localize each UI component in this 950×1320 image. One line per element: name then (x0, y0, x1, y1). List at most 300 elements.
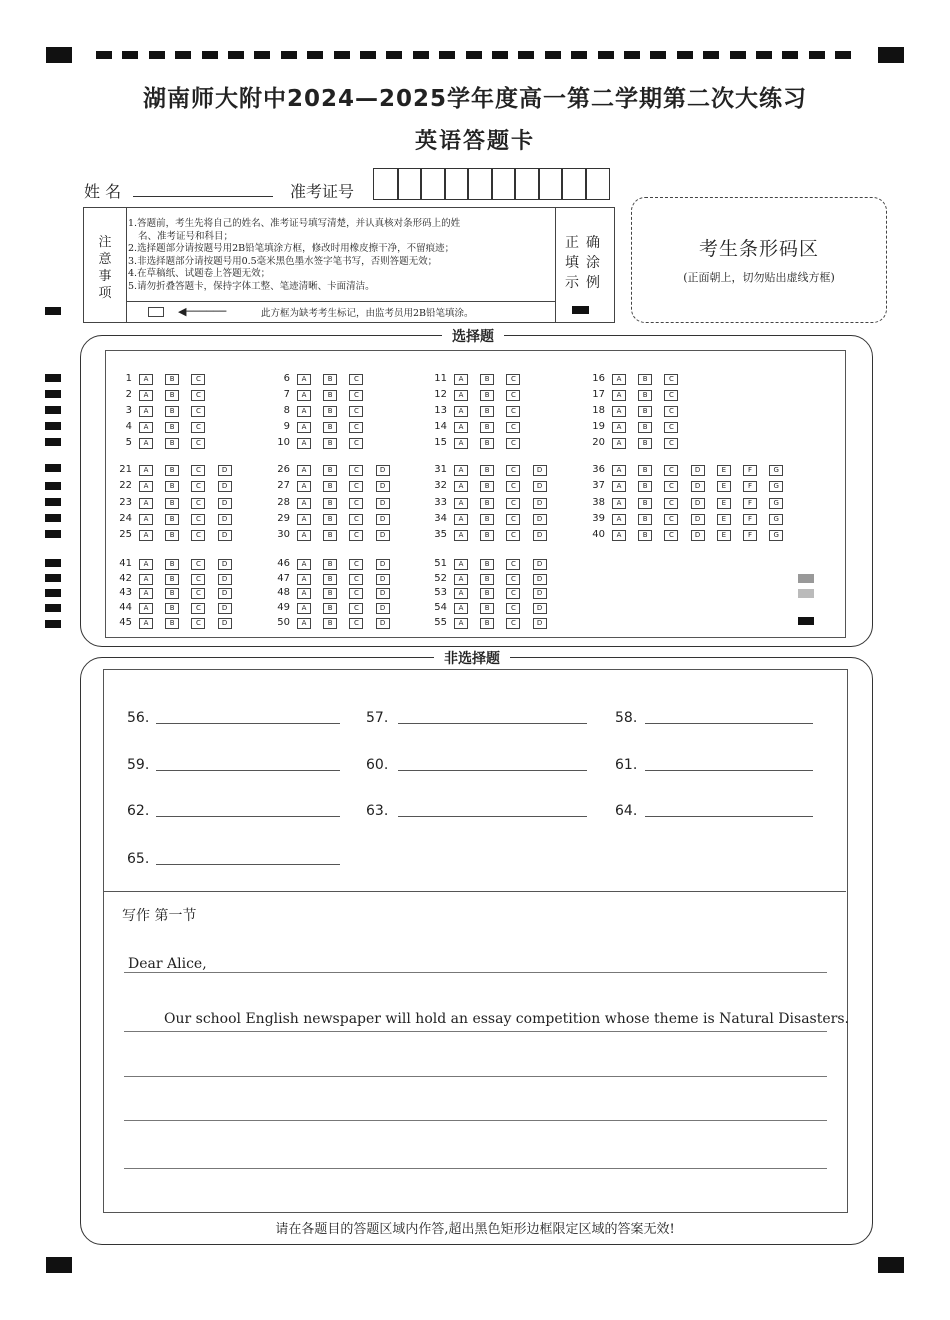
option-box[interactable]: D (218, 588, 232, 599)
option-box[interactable]: E (717, 465, 731, 476)
option-box[interactable]: D (376, 574, 390, 585)
timing-mark (45, 406, 61, 414)
absent-mark-row (126, 301, 556, 322)
option-box[interactable]: C (349, 514, 363, 525)
option-box[interactable]: D (691, 498, 705, 509)
option-box[interactable]: F (743, 481, 757, 492)
option-box[interactable]: A (454, 530, 468, 541)
option-box[interactable]: C (506, 514, 520, 525)
option-box[interactable]: B (165, 406, 179, 417)
option-box[interactable]: C (191, 438, 205, 449)
option-box[interactable]: B (480, 406, 494, 417)
option-box[interactable]: C (191, 530, 205, 541)
arrow-left-icon: ◀────── (178, 305, 227, 318)
option-box[interactable]: B (638, 530, 652, 541)
option-box[interactable]: A (454, 603, 468, 614)
option-box[interactable]: D (533, 603, 547, 614)
option-box[interactable]: B (323, 559, 337, 570)
option-box[interactable]: C (664, 438, 678, 449)
option-box[interactable]: C (349, 390, 363, 401)
option-box[interactable]: C (349, 618, 363, 629)
option-box[interactable]: A (454, 438, 468, 449)
option-box[interactable]: C (506, 588, 520, 599)
timing-mark (624, 51, 640, 59)
question-number: 18 (592, 405, 605, 416)
option-box[interactable]: A (612, 422, 626, 433)
option-box[interactable]: D (533, 530, 547, 541)
option-box[interactable]: B (323, 514, 337, 525)
option-box[interactable]: D (218, 498, 232, 509)
option-box[interactable]: C (664, 422, 678, 433)
notice-item: 名、准考证号和科目； (138, 230, 234, 242)
option-box[interactable]: C (664, 390, 678, 401)
option-box[interactable]: B (323, 422, 337, 433)
question-number: 46 (277, 558, 290, 569)
option-box[interactable]: C (349, 559, 363, 570)
blank-answer-line[interactable] (398, 770, 587, 771)
option-box[interactable]: C (506, 465, 520, 476)
notice-item: 2.选择题部分请按题号用2B铅笔填涂方框，修改时用橡皮擦干净，不留痕迹； (128, 243, 455, 255)
question-number: 5 (125, 437, 132, 448)
option-box[interactable]: A (139, 588, 153, 599)
option-box[interactable]: D (533, 498, 547, 509)
option-box[interactable]: B (480, 498, 494, 509)
option-box[interactable]: D (376, 618, 390, 629)
option-box[interactable]: C (664, 514, 678, 525)
writing-line[interactable] (124, 1168, 827, 1169)
blank-answer-line[interactable] (156, 770, 340, 771)
option-box[interactable]: A (139, 465, 153, 476)
question-number: 24 (119, 512, 132, 524)
notice-char: 事 (98, 269, 112, 284)
option-box[interactable]: G (769, 530, 783, 541)
question-number: 11 (434, 373, 447, 384)
fill-label-char: 确 (586, 235, 600, 251)
option-box[interactable]: B (165, 514, 179, 525)
id-digit-box[interactable] (420, 168, 446, 200)
option-box[interactable]: C (349, 422, 363, 433)
option-box[interactable]: C (349, 588, 363, 599)
option-box[interactable]: D (376, 498, 390, 509)
gray-mark (798, 589, 814, 598)
option-box[interactable]: C (349, 574, 363, 585)
option-box[interactable]: A (454, 481, 468, 492)
timing-mark (228, 51, 244, 59)
blank-answer-line[interactable] (645, 723, 813, 724)
option-box[interactable]: C (191, 498, 205, 509)
option-box[interactable]: B (480, 481, 494, 492)
option-box[interactable]: C (664, 374, 678, 385)
option-box[interactable]: C (191, 374, 205, 385)
blank-answer-line[interactable] (645, 770, 813, 771)
option-box[interactable]: D (376, 588, 390, 599)
option-box[interactable]: A (139, 422, 153, 433)
corner-mark-bottom-left (46, 1257, 72, 1273)
option-box[interactable]: A (454, 618, 468, 629)
timing-mark (45, 482, 61, 490)
option-box[interactable]: C (191, 559, 205, 570)
option-box[interactable]: A (297, 498, 311, 509)
option-box[interactable]: A (612, 374, 626, 385)
option-box[interactable]: D (533, 514, 547, 525)
notice-char: 注 (98, 235, 112, 250)
option-box[interactable]: C (191, 406, 205, 417)
option-box[interactable]: A (139, 618, 153, 629)
option-box[interactable]: B (480, 438, 494, 449)
option-box[interactable]: B (480, 603, 494, 614)
blank-answer-line[interactable] (398, 816, 587, 817)
option-box[interactable]: A (612, 438, 626, 449)
option-box[interactable]: D (376, 514, 390, 525)
option-box[interactable]: B (638, 390, 652, 401)
option-box[interactable]: B (165, 618, 179, 629)
option-box[interactable]: A (139, 406, 153, 417)
question-number: 21 (119, 464, 132, 475)
option-box[interactable]: A (139, 438, 153, 449)
timing-mark (545, 51, 561, 59)
option-box[interactable]: G (769, 514, 783, 525)
option-box[interactable]: G (769, 481, 783, 492)
blank-number: 65. (127, 851, 150, 867)
option-box[interactable]: A (454, 406, 468, 417)
id-digit-box[interactable] (491, 168, 517, 200)
option-box[interactable]: B (165, 390, 179, 401)
option-box[interactable]: A (297, 514, 311, 525)
option-box[interactable]: A (297, 438, 311, 449)
option-box[interactable]: A (454, 465, 468, 476)
option-box[interactable]: D (691, 514, 705, 525)
option-box[interactable]: A (297, 374, 311, 385)
option-box[interactable]: C (349, 438, 363, 449)
option-box[interactable]: D (691, 530, 705, 541)
option-box[interactable]: D (533, 574, 547, 585)
option-box[interactable]: C (191, 618, 205, 629)
option-box[interactable]: B (323, 374, 337, 385)
option-box[interactable]: B (323, 390, 337, 401)
option-box[interactable]: C (664, 465, 678, 476)
option-box[interactable]: B (165, 559, 179, 570)
option-box[interactable]: C (349, 498, 363, 509)
option-box[interactable]: A (454, 374, 468, 385)
option-box[interactable]: B (323, 465, 337, 476)
question-number: 30 (277, 529, 290, 541)
question-number: 8 (283, 405, 290, 416)
option-box[interactable]: C (506, 530, 520, 541)
question-number: 3 (125, 405, 132, 416)
option-box[interactable]: B (480, 422, 494, 433)
option-box[interactable]: B (638, 438, 652, 449)
option-box[interactable]: B (323, 574, 337, 585)
option-box[interactable]: C (506, 574, 520, 585)
option-box[interactable]: D (218, 559, 232, 570)
notice-item: 5.请勿折叠答题卡，保持字体工整、笔迹清晰、卡面清洁。 (128, 280, 375, 292)
option-box[interactable]: C (349, 374, 363, 385)
timing-mark (730, 51, 746, 59)
option-box[interactable]: C (349, 465, 363, 476)
option-box[interactable]: A (454, 514, 468, 525)
option-box[interactable]: C (191, 390, 205, 401)
option-box[interactable]: A (297, 588, 311, 599)
question-number: 39 (592, 512, 605, 524)
option-box[interactable]: A (454, 498, 468, 509)
writing-first-line: Our school English newspaper will hold an essay competition whose theme is Natural Disasters. (164, 1011, 849, 1027)
timing-mark (677, 51, 693, 59)
writing-line[interactable] (124, 1120, 827, 1121)
question-number: 54 (434, 602, 447, 614)
question-number: 7 (283, 389, 290, 400)
option-box[interactable]: C (506, 559, 520, 570)
timing-mark (413, 51, 429, 59)
writing-line[interactable] (124, 1076, 827, 1077)
option-box[interactable]: B (638, 498, 652, 509)
option-box[interactable]: C (191, 465, 205, 476)
option-box[interactable]: A (612, 498, 626, 509)
option-box[interactable]: C (664, 498, 678, 509)
option-box[interactable]: A (454, 422, 468, 433)
option-box[interactable]: D (218, 514, 232, 525)
option-box[interactable]: D (376, 559, 390, 570)
question-number: 29 (277, 512, 290, 524)
option-box[interactable]: B (638, 465, 652, 476)
id-digit-box[interactable] (538, 168, 564, 200)
question-number: 41 (119, 558, 132, 569)
option-box[interactable]: C (191, 422, 205, 433)
timing-mark (703, 51, 719, 59)
nonchoice-inner-frame (103, 669, 848, 1213)
footer-note: 请在各题目的答题区域内作答,超出黑色矩形边框限定区域的答案无效! (275, 1222, 675, 1237)
option-box[interactable]: B (480, 618, 494, 629)
option-box[interactable]: C (506, 618, 520, 629)
option-box[interactable]: A (139, 559, 153, 570)
option-box[interactable]: B (165, 465, 179, 476)
blank-answer-line[interactable] (156, 816, 340, 817)
option-box[interactable]: C (506, 603, 520, 614)
option-box[interactable]: D (533, 559, 547, 570)
option-box[interactable]: A (297, 390, 311, 401)
timing-mark (466, 51, 482, 59)
option-box[interactable]: F (743, 465, 757, 476)
option-box[interactable]: B (638, 374, 652, 385)
option-box[interactable]: B (480, 574, 494, 585)
option-box[interactable]: D (533, 618, 547, 629)
blank-answer-line[interactable] (645, 816, 813, 817)
question-number: 40 (592, 529, 605, 541)
fill-label-char: 示 (565, 275, 579, 291)
option-box[interactable]: C (191, 514, 205, 525)
option-box[interactable]: A (454, 390, 468, 401)
option-box[interactable]: C (191, 603, 205, 614)
option-box[interactable]: B (480, 465, 494, 476)
id-digit-box[interactable] (561, 168, 587, 200)
option-box[interactable]: A (297, 559, 311, 570)
option-box[interactable]: A (454, 588, 468, 599)
id-label: 准考证号 (290, 182, 355, 201)
corner-mark-top-left (46, 47, 72, 63)
option-box[interactable]: A (139, 498, 153, 509)
option-box[interactable]: A (297, 422, 311, 433)
option-box[interactable]: D (376, 481, 390, 492)
option-box[interactable]: A (297, 603, 311, 614)
option-box[interactable]: A (297, 481, 311, 492)
name-field[interactable] (133, 196, 273, 197)
option-box[interactable]: B (638, 481, 652, 492)
option-box[interactable]: A (139, 374, 153, 385)
option-box[interactable]: D (376, 603, 390, 614)
option-box[interactable]: D (218, 574, 232, 585)
blank-number: 64. (615, 803, 638, 819)
option-box[interactable]: A (297, 465, 311, 476)
option-box[interactable]: B (165, 588, 179, 599)
option-box[interactable]: G (769, 465, 783, 476)
timing-mark (439, 51, 455, 59)
option-box[interactable]: E (717, 530, 731, 541)
option-box[interactable]: C (506, 498, 520, 509)
option-box[interactable]: B (480, 588, 494, 599)
question-number: 9 (283, 421, 290, 432)
option-box[interactable]: B (165, 438, 179, 449)
id-digit-box[interactable] (444, 168, 470, 200)
option-box[interactable]: A (297, 618, 311, 629)
option-box[interactable]: E (717, 498, 731, 509)
option-box[interactable]: B (165, 498, 179, 509)
option-box[interactable]: B (323, 438, 337, 449)
option-box[interactable]: C (664, 481, 678, 492)
id-digit-box[interactable] (585, 168, 611, 200)
writing-line[interactable] (124, 1031, 827, 1032)
option-box[interactable]: B (638, 406, 652, 417)
option-box[interactable]: A (612, 390, 626, 401)
option-box[interactable]: A (139, 481, 153, 492)
option-box[interactable]: A (612, 465, 626, 476)
option-box[interactable]: F (743, 498, 757, 509)
id-digit-box[interactable] (467, 168, 493, 200)
option-box[interactable]: D (218, 618, 232, 629)
option-box[interactable]: D (533, 481, 547, 492)
option-box[interactable]: C (191, 481, 205, 492)
id-digit-box[interactable] (397, 168, 423, 200)
option-box[interactable]: B (480, 390, 494, 401)
nonchoice-section-title: 非选择题 (434, 648, 510, 668)
option-box[interactable]: B (323, 498, 337, 509)
option-box[interactable]: D (218, 603, 232, 614)
option-box[interactable]: D (376, 530, 390, 541)
writing-line[interactable] (124, 972, 827, 973)
option-box[interactable]: C (506, 406, 520, 417)
divider (103, 891, 846, 892)
option-box[interactable]: B (323, 406, 337, 417)
option-box[interactable]: B (480, 374, 494, 385)
timing-mark (756, 51, 772, 59)
option-box[interactable]: D (218, 465, 232, 476)
option-box[interactable]: B (165, 481, 179, 492)
timing-mark (96, 51, 112, 59)
option-box[interactable]: A (139, 603, 153, 614)
option-box[interactable]: B (323, 603, 337, 614)
option-box[interactable]: C (506, 390, 520, 401)
option-box[interactable]: B (323, 588, 337, 599)
option-box[interactable]: A (297, 574, 311, 585)
option-box[interactable]: E (717, 514, 731, 525)
option-box[interactable]: B (638, 514, 652, 525)
option-box[interactable]: A (612, 481, 626, 492)
id-digit-box[interactable] (373, 168, 399, 200)
option-box[interactable]: A (139, 530, 153, 541)
option-box[interactable]: C (506, 374, 520, 385)
option-box[interactable]: B (638, 422, 652, 433)
option-box[interactable]: D (533, 465, 547, 476)
option-box[interactable]: A (612, 406, 626, 417)
option-box[interactable]: C (506, 481, 520, 492)
option-box[interactable]: D (533, 588, 547, 599)
timing-mark (835, 51, 851, 59)
option-box[interactable]: A (612, 530, 626, 541)
option-box[interactable]: A (139, 514, 153, 525)
option-box[interactable]: D (218, 481, 232, 492)
correct-fill-example (555, 208, 614, 322)
option-box[interactable]: B (165, 530, 179, 541)
option-box[interactable]: B (165, 374, 179, 385)
option-box[interactable]: C (349, 481, 363, 492)
option-box[interactable]: A (139, 574, 153, 585)
question-number: 33 (434, 496, 447, 508)
option-box[interactable]: B (323, 618, 337, 629)
option-box[interactable]: C (664, 530, 678, 541)
option-box[interactable]: C (191, 574, 205, 585)
blank-answer-line[interactable] (156, 864, 340, 865)
option-box[interactable]: A (454, 574, 468, 585)
option-box[interactable]: F (743, 530, 757, 541)
option-box[interactable]: B (323, 481, 337, 492)
option-box[interactable]: C (349, 603, 363, 614)
absent-checkbox[interactable] (148, 307, 164, 317)
option-box[interactable]: C (506, 438, 520, 449)
option-box[interactable]: B (165, 422, 179, 433)
option-box[interactable]: C (191, 588, 205, 599)
timing-mark (254, 51, 270, 59)
blank-number: 63. (366, 803, 389, 819)
side-mark (45, 307, 61, 315)
option-box[interactable]: B (480, 559, 494, 570)
question-number: 31 (434, 464, 447, 475)
option-box[interactable]: B (165, 574, 179, 585)
option-box[interactable]: C (349, 530, 363, 541)
option-box[interactable]: D (218, 530, 232, 541)
timing-mark (492, 51, 508, 59)
option-box[interactable]: C (664, 406, 678, 417)
option-box[interactable]: A (612, 514, 626, 525)
option-box[interactable]: A (139, 390, 153, 401)
option-box[interactable]: A (297, 530, 311, 541)
option-box[interactable]: B (165, 603, 179, 614)
option-box[interactable]: C (349, 406, 363, 417)
option-box[interactable]: B (323, 530, 337, 541)
option-box[interactable]: B (480, 530, 494, 541)
option-box[interactable]: A (297, 406, 311, 417)
option-box[interactable]: D (376, 465, 390, 476)
blank-answer-line[interactable] (156, 723, 340, 724)
salutation: Dear Alice, (128, 956, 207, 972)
option-box[interactable]: E (717, 481, 731, 492)
option-box[interactable]: D (691, 465, 705, 476)
option-box[interactable]: D (691, 481, 705, 492)
option-box[interactable]: C (506, 422, 520, 433)
option-box[interactable]: B (480, 514, 494, 525)
option-box[interactable]: G (769, 498, 783, 509)
option-box[interactable]: A (454, 559, 468, 570)
blank-answer-line[interactable] (398, 723, 587, 724)
option-box[interactable]: F (743, 514, 757, 525)
id-digit-box[interactable] (514, 168, 540, 200)
